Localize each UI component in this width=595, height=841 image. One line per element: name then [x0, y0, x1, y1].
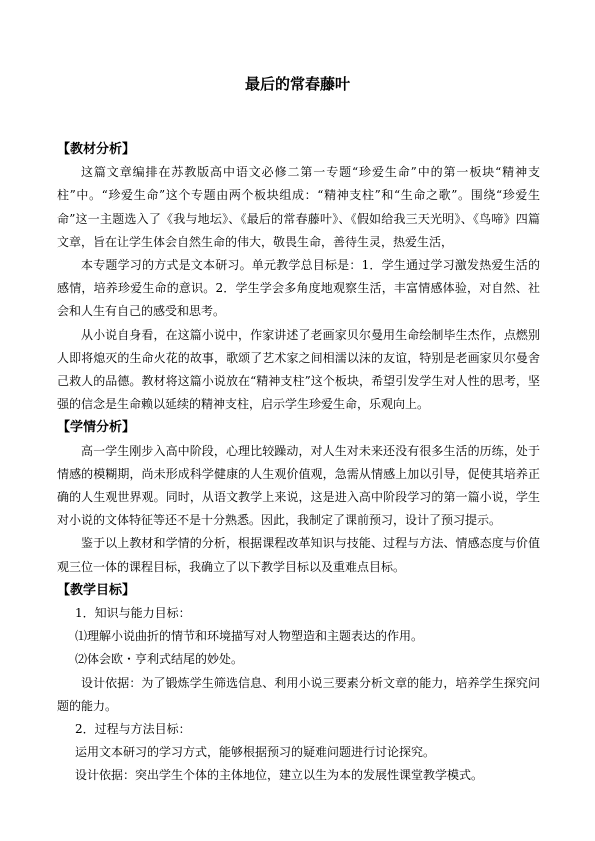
paragraph: 鉴于以上教材和学情的分析，根据课程改革知识与技能、过程与方法、情感态度与价值观三位一体的课程目标，我确立了以下教学目标以及重难点目标。	[57, 536, 540, 574]
paragraph: 这篇文章编排在苏教版高中语文必修二第一专题“珍爱生命”中的第一板块“精神支柱”中。“珍爱生命”这个专题由两个板块组成：“精神支柱”和“生命之歌”。围绕“珍爱生命”这一主题选入了《我与地坛》、《最后的常春藤叶》、《假如给我三天光明》、《鸟啼》四篇文章，旨在让学生体会自然生命的伟大，敬畏生命，善待生灵，热爱生活，	[57, 165, 540, 249]
document-body	[57, 138, 540, 788]
paragraph: 高一学生刚步入高中阶段，心理比较躁动，对人生对未来还没有很多生活的历练，处于情感的模糊期，尚未形成科学健康的人生观价值观，急需从情感上加以引导，促使其培养正确的人生观世界观。同时，从语文教学上来说，这是进入高中阶段学习的第一篇小说，学生对小说的文体特征等还不是十分熟悉。因此，我制定了课前预习，设计了预习提示。	[57, 443, 540, 528]
design-basis: 设计依据：为了锻炼学生筛选信息、利用小说三要素分析文章的能力，培养学生探究问题的能力。	[57, 675, 540, 713]
goal-item: 运用文本研习的学习方式，能够根据预习的疑难问题进行讨论探究。	[75, 745, 436, 760]
section-heading-teaching-goals: 【教学目标】	[57, 582, 136, 598]
paragraph: 从小说自身看，在这篇小说中，作家讲述了老画家贝尔曼用生命绘制毕生杰作，点燃别人即将熄灭的生命火花的故事，歌颂了艺术家之间相濡以沫的友谊，特别是老画家贝尔曼舍己救人的品德。教材将这篇小说放在“精神支柱”这个板块，希望引发学生对人性的思考，坚强的信念是生命赖以延续的精神支柱，启示学生珍爱生命，乐观向上。	[57, 327, 540, 412]
goal-title: 1．知识与能力目标：	[75, 606, 191, 621]
section-heading-student-analysis: 【学情分析】	[57, 420, 136, 436]
design-basis: 设计依据：突出学生个体的主体地位，建立以生为本的发展性课堂教学模式。	[75, 768, 484, 783]
goal-title: 2．过程与方法目标：	[75, 722, 191, 737]
section-heading-textbook-analysis: 【教材分析】	[57, 142, 136, 157]
goal-item: ⑴理解小说曲折的情节和环境描写对人物塑造和主题表达的作用。	[75, 629, 424, 644]
paragraph: 本专题学习的方式是文本研习。单元教学总目标是：1．学生通过学习激发热爱生活的感情，培养珍爱生命的意识。2．学生学会多角度地观察生活，丰富情感体验，对自然、社会和人生有自己的感受和思考。	[57, 258, 540, 319]
document-title: 最后的常春藤叶	[244, 75, 350, 93]
goal-item: ⑵体会欧・亨利式结尾的妙处。	[75, 652, 244, 667]
